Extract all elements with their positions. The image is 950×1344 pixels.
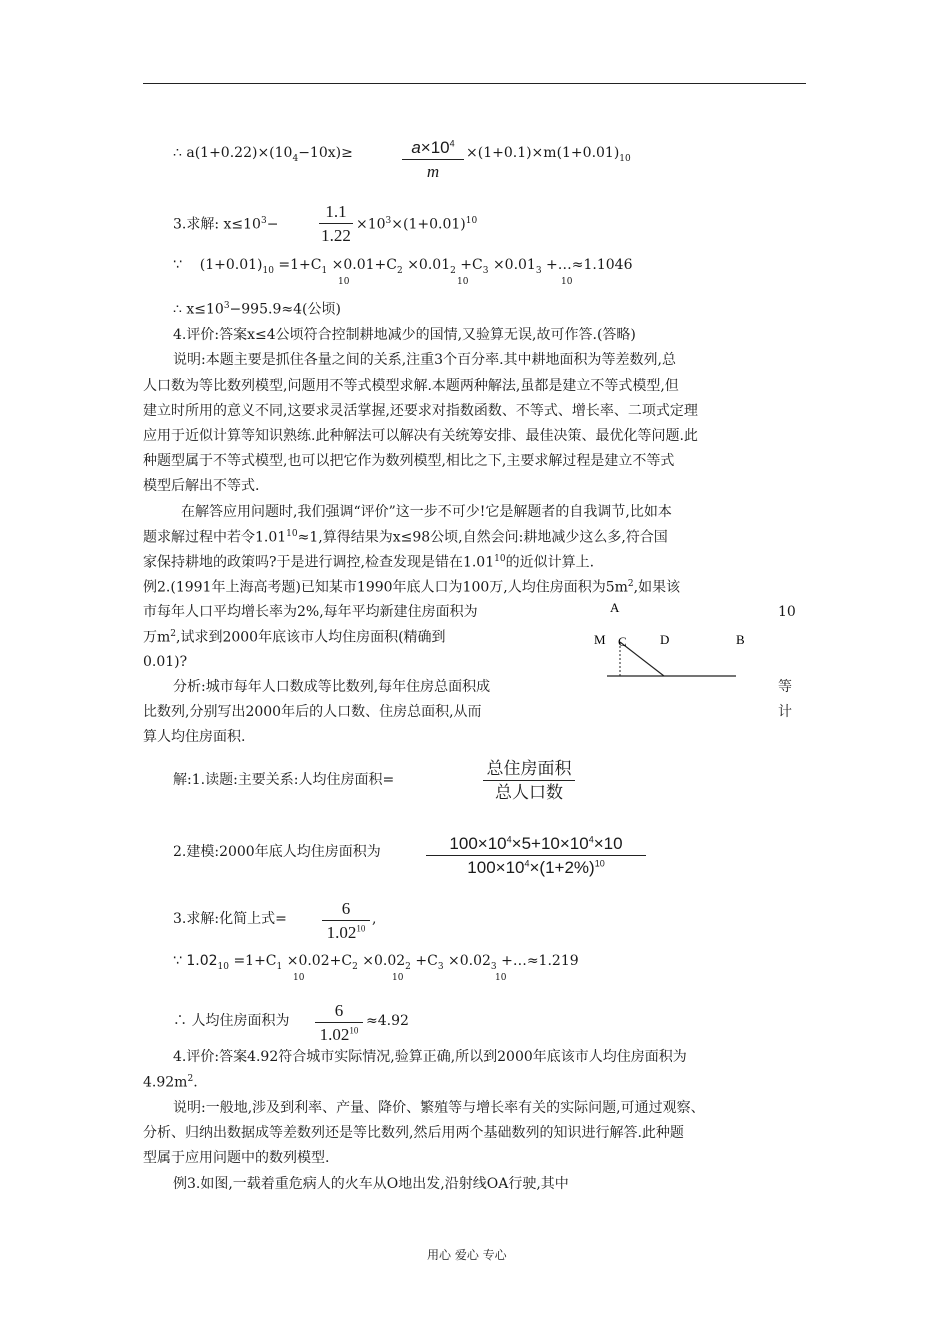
example-2-line-3: 万$m^2$,试求到2000年底该市人均住房面积(精确到 <box>143 629 446 646</box>
analysis-line-3: 算人均住房面积. <box>143 729 246 745</box>
note-3-line-3: 型属于应用问题中的数列模型. <box>143 1150 330 1166</box>
binomial-expansion-1: ∵ $(1+0.01)_{10} =1+C_1 \times 0.01+C_2 \times 0.01_2 +C_3 \times 0.01_3$ +…≈1.1046 <box>173 257 633 276</box>
note-1-line-1: 说明:本题主要是抓住各量之间的关系,注重3个百分率.其中耕地面积为等差数列,总 <box>173 352 676 368</box>
evaluation-2-line-1: 4.评价:答案4.92符合城市实际情况,验算正确,所以到2000年底该市人均住房面积为 <box>173 1049 687 1065</box>
evaluation-1: 4.评价:答案x≤4公顷符合控制耕地减少的国情,又验算无误,故可作答.(答略) <box>173 327 636 343</box>
label-a: A <box>610 600 620 615</box>
note-2-line-1: 在解答应用问题时,我们强调“评价”这一步不可少!它是解题者的自我调节,比如本 <box>181 504 672 520</box>
solve-step-3-tail: $\times 10^3\times(1+0.01)^{10}$ <box>356 216 478 233</box>
label-b: B <box>736 632 745 647</box>
example-3: 例3.如图,一载着重危病人的火车从O地出发,沿射线OA行驶,其中 <box>173 1176 569 1192</box>
note-2-line-3: 家保持耕地的政策吗?于是进行调控,检查发现是错在1.01$^{10}$的近似计算上. <box>143 554 595 571</box>
solution-step-3-comma: , <box>372 911 377 927</box>
note-1-line-3: 建立时所用的意义不同,这要求灵活掌握,还要求对指数函数、不等式、增长率、二项式定理 <box>143 403 698 419</box>
solution-result: ∴ 人均住房面积为 <box>173 1013 290 1029</box>
binom-lower-10-b: 10 <box>457 277 469 287</box>
note-3-line-2: 分析、归纳出数据成等差数列还是等比数列,然后用两个基础数列的知识进行解答.此种题 <box>143 1125 684 1141</box>
note-1-line-4: 应用于近似计算等知识熟练.此种解法可以解决有关统筹安排、最佳决策、最优化等问题.此 <box>143 428 698 444</box>
solve-result: ∴ $x\le 10^3-995.9\approx 4$(公顷) <box>173 301 341 318</box>
page-footer: 用心 爱心 专心 <box>427 1248 507 1262</box>
solution-result-value: ≈4.92 <box>366 1013 409 1029</box>
solution-step-3-fraction: 6 1.02$^{10}$ <box>322 900 370 941</box>
note-1-line-5: 种题型属于不等式模型,也可以把它作为数列模型,相比之下,主要求解过程是建立不等式 <box>143 453 675 469</box>
solution-step-2: 2.建模:2000年底人均住房面积为 <box>173 844 381 860</box>
analysis-line-1-right: 等 <box>778 679 792 695</box>
note-1-line-2: 人口数为等比数列模型,问题用不等式模型求解.本题两种解法,虽都是建立不等式模型,但 <box>143 378 679 394</box>
solution-result-fraction: 6 1.02$^{10}$ <box>315 1002 363 1043</box>
example-2-line-2: 市每年人口平均增长率为2%,每年平均新建住房面积为 <box>143 604 478 620</box>
example-2-line-2-right: 10 <box>778 604 796 620</box>
line-1-fraction: $a\times 10^4$ m <box>402 139 464 180</box>
binom-lower-10-c: 10 <box>561 277 573 287</box>
analysis-line-1: 分析:城市每年人口数成等比数列,每年住房总面积成 <box>173 679 491 695</box>
solution-step-3: 3.求解:化简上式= <box>173 911 287 927</box>
solution-step-1-fraction: 总住房面积 总人口数 <box>483 760 575 801</box>
solve-step-3: 3.求解: $x\le 10^3-$ <box>173 216 279 233</box>
binom2-lower-10-a: 10 <box>293 973 305 983</box>
solution-step-1: 解:1.读题:主要关系:人均住房面积= <box>173 772 395 788</box>
example-2-line-1: 例2.(1991年上海高考题)已知某市1990年底人口为100万,人均住房面积为$5m^2$,如果该 <box>143 579 681 596</box>
evaluation-2-line-2: $4.92m^2$. <box>143 1074 198 1091</box>
binom2-lower-10-c: 10 <box>495 973 507 983</box>
binom2-lower-10-b: 10 <box>392 973 404 983</box>
label-m: M <box>594 632 606 647</box>
label-d: D <box>660 632 670 647</box>
solve-step-3-fraction: 1.1 1.22 <box>319 203 353 244</box>
analysis-line-2-right: 计 <box>778 704 792 720</box>
solution-step-2-fraction: $100\times 10^4\times 5+10\times 10^4\times 10$ $100\times 10^4\times(1+2\%)^{10}$ <box>426 835 646 876</box>
line-1-tail: $\times(1+0.1)\times m(1+0.01)_{10}$ <box>466 145 631 164</box>
geometry-figure <box>580 590 780 690</box>
header-rule <box>143 83 806 84</box>
analysis-line-2: 比数列,分别写出2000年后的人口数、住房总面积,从而 <box>143 704 482 720</box>
example-2-line-4: 0.01)? <box>143 654 188 670</box>
binomial-expansion-2: ∵ $1.02_{10} =1+C_1 \times 0.02+C_2 \times 0.02_2 +C_3 \times 0.02_3$ +…≈1.219 <box>173 953 579 972</box>
line-1-inequality: ∴ $a(1+0.22)\times(10_4-10x)\ge$ <box>173 145 353 164</box>
note-3-line-1: 说明:一般地,涉及到利率、产量、降价、繁殖等与增长率有关的实际问题,可通过观察、 <box>173 1100 705 1116</box>
note-1-line-6: 模型后解出不等式. <box>143 478 260 494</box>
note-2-line-2: 题求解过程中若令$1.01^{10}\approx 1$,算得结果为x≤98公顷,自然会问:耕地减少这么多,符合国 <box>143 529 668 546</box>
binom-lower-10-a: 10 <box>338 277 350 287</box>
label-c: C <box>618 634 627 649</box>
